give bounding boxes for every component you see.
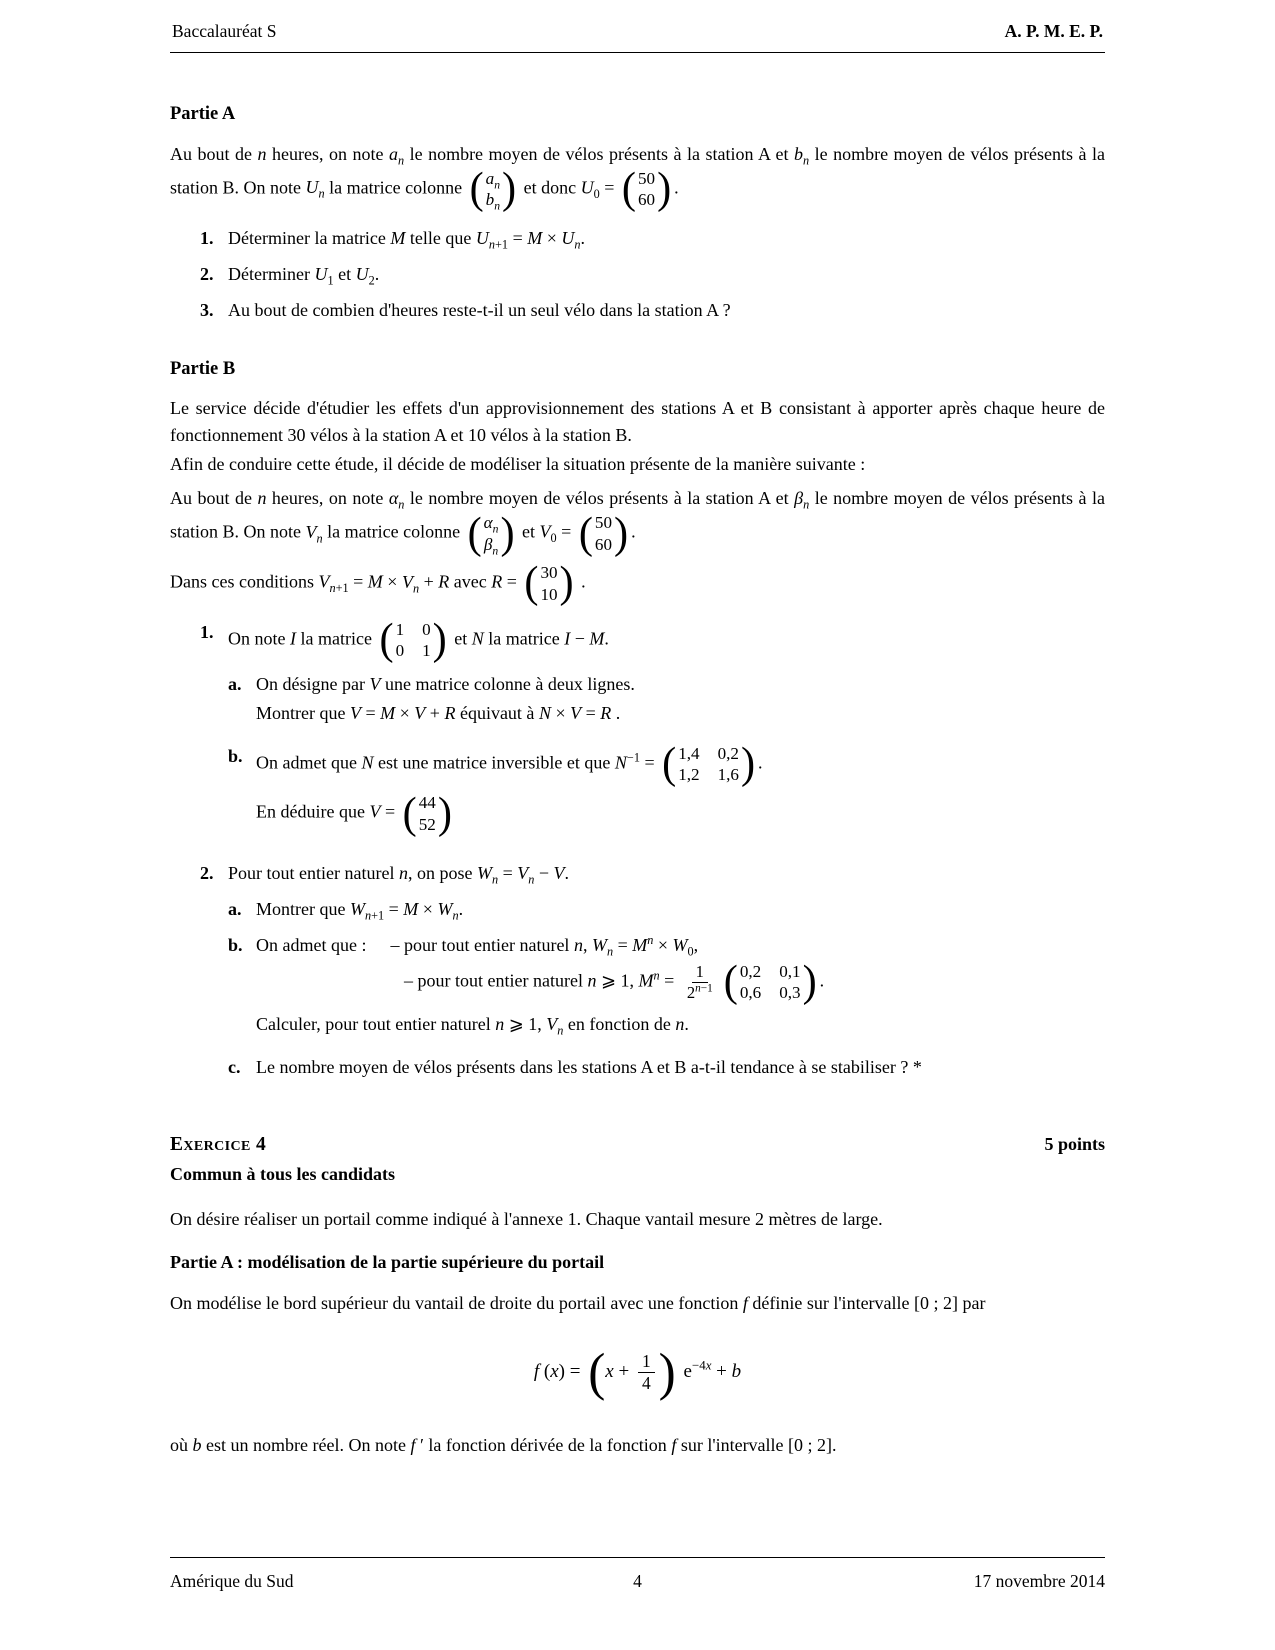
math-text: $a_n$	[485, 169, 501, 192]
math-text: $\beta_n$	[794, 488, 810, 513]
matrix-paren: )	[500, 508, 515, 558]
item-marker: a.	[228, 673, 242, 694]
math-text: 50	[637, 169, 656, 188]
matrix-column	[593, 512, 614, 555]
matrix-column	[484, 168, 502, 211]
math-text: $b_n$	[485, 190, 501, 213]
math-text: b	[192, 1435, 202, 1456]
item-marker: 1.	[200, 621, 214, 642]
matrix-paren: (	[524, 558, 539, 608]
item-marker: 3.	[200, 299, 214, 320]
math-text: n+1	[488, 237, 509, 252]
item-body	[228, 860, 1105, 1090]
math-text: V	[318, 571, 330, 592]
math-text: V	[349, 702, 361, 723]
partie-b-paragraph-3: Au bout de n heures, on note $\alpha_n$ le nombre moyen de vélos présents à la station A et $\beta_n$ le nombre moyen de vélos présents à la station B. On note $V_n$ la matrice colonne ( $\alpha_n$ $\beta_n$ ) et $V_0$ = ( 50 60 ) .	[170, 488, 1105, 558]
math-text: 0,6	[739, 983, 762, 1003]
math-text: n	[492, 522, 499, 536]
header-organization: A. P. M. E. P.	[1004, 21, 1103, 41]
math-text	[485, 189, 501, 213]
math-text: 0	[422, 619, 431, 639]
math-text: 2	[368, 273, 375, 288]
math-text: −1	[626, 750, 640, 765]
list-item	[228, 738, 1105, 842]
math-text: 0,3	[779, 983, 801, 1003]
matrix-paren: )	[802, 957, 817, 1007]
header-title: Baccalauréat S	[172, 21, 277, 41]
matrix-grid	[394, 619, 433, 662]
math-text: n	[329, 581, 336, 596]
math-text: n	[653, 968, 660, 983]
matrix-grid	[738, 961, 803, 1004]
math-text: f	[533, 1361, 540, 1383]
item-text: Montrer que V = M × V + R équivaut à N × V = R .	[256, 702, 621, 723]
math-text: n	[647, 933, 654, 948]
math-text: U	[314, 263, 328, 284]
matrix-column	[636, 168, 657, 211]
fraction-denominator: 4	[641, 1373, 651, 1394]
math-text: $V_n$	[305, 521, 323, 546]
matrix-column	[482, 512, 501, 558]
math-text: n	[452, 908, 459, 923]
math-text: M	[632, 935, 648, 956]
matrix-paren: (	[379, 615, 394, 665]
list-item	[200, 860, 1105, 1090]
item-body	[256, 738, 1105, 842]
math-text: n	[573, 935, 583, 956]
math-text: V	[369, 801, 381, 822]
math-text: 1	[327, 273, 334, 288]
paren-group: x + $\frac{1}{4}$	[605, 1351, 658, 1394]
math-text: f	[742, 1293, 748, 1314]
partie-a-list	[200, 225, 1105, 324]
partie-b-paragraph-1: Le service décide d'étudier les effets d'un approvisionnement des stations A et B consistant à apporter après chaque heure de fonctionnement 30 vélos à la station A et 10 vélos à la station B.	[170, 398, 1105, 446]
matrix-paren: (	[467, 508, 482, 558]
page-header	[170, 14, 1105, 53]
item-marker: b.	[228, 745, 243, 766]
math-text: n	[316, 531, 323, 546]
exercice-4-points: 5 points	[1044, 1133, 1105, 1154]
matrix	[723, 957, 817, 1007]
partie-a-intro: Au bout de n heures, on note $a_n$ le nombre moyen de vélos présents à la station A et $b_n$ le nombre moyen de vélos présents à la station B. On note $U_n$ la matrice colonne ( $a_n$ $b_n$ ) et donc $U_0$ = ( 50 60 ) .	[170, 144, 1105, 214]
matrix-paren: )	[502, 164, 517, 214]
math-text: n	[492, 544, 499, 558]
matrix-paren: )	[559, 558, 574, 608]
matrix-grid	[676, 743, 741, 786]
item-text: Calculer, pour tout entier naturel n ⩾ 1, $V_n$ en fonction de n.	[256, 1013, 689, 1038]
math-text: $\alpha_n$	[483, 513, 499, 536]
matrix	[578, 508, 629, 558]
function-formula: f (x) = ( x + $\frac{1}{4}$ ) $e^{-4x} + b$	[533, 1342, 742, 1403]
item-text: Montrer que $W_{n+1} = M \times W_n$.	[256, 899, 464, 923]
exercice-4-header	[170, 1130, 1105, 1159]
math-text: x	[605, 1361, 614, 1383]
math-text: M	[380, 702, 396, 723]
math-text: b	[731, 1361, 742, 1383]
math-text: V	[414, 702, 426, 723]
fraction	[638, 1351, 655, 1394]
math-text: n	[412, 581, 420, 596]
math-text: n	[803, 498, 810, 513]
math-text: n	[494, 178, 501, 192]
item-body	[256, 932, 1105, 1045]
math-text: n	[318, 187, 325, 202]
item-text: Pour tout entier naturel n, on pose $W_n = V_n - V$.	[228, 863, 570, 887]
matrix	[379, 615, 447, 665]
footer-date: 17 novembre 2014	[973, 1570, 1105, 1591]
math-text: 1,2	[678, 764, 700, 784]
item-text: On admet que : – pour tout entier naturel n, $W_n = M^n \times W_0$,	[256, 933, 699, 959]
math-text: 0	[395, 641, 405, 661]
math-text: 0	[687, 944, 694, 959]
math-text: $\alpha_n$	[388, 488, 405, 513]
math-text: n	[397, 153, 405, 168]
math-text: U	[580, 177, 594, 198]
math-text: n	[528, 872, 535, 887]
math-text	[647, 933, 653, 947]
math-text: x	[705, 1357, 712, 1373]
math-text: 52	[418, 814, 436, 834]
list-item	[200, 261, 1105, 288]
item-marker: 1.	[200, 227, 214, 248]
item-marker: b.	[228, 935, 243, 956]
matrix	[467, 508, 515, 558]
math-text: 0	[550, 531, 557, 546]
math-text: f	[410, 1435, 416, 1456]
math-text: 44	[418, 793, 436, 813]
item-marker: c.	[228, 1056, 241, 1077]
math-text: n	[587, 970, 597, 991]
partie-b-paragraph-4: Dans ces conditions $V_{n+1} = M \times V_n + R$ avec R = ( 30 10 ) .	[170, 558, 586, 608]
matrix-paren: (	[402, 788, 417, 838]
math-text: n	[364, 908, 372, 923]
item-body	[228, 615, 1105, 851]
matrix	[588, 1342, 676, 1403]
math-text: M	[589, 628, 605, 649]
matrix-column	[417, 792, 438, 835]
math-text: W	[349, 899, 365, 920]
matrix-paren: )	[740, 738, 756, 788]
math-text	[485, 168, 501, 192]
math-text: $V_n$	[517, 863, 535, 887]
math-text: n	[802, 153, 810, 168]
matrix	[402, 788, 452, 838]
fraction-numerator: 1	[692, 962, 708, 983]
math-text: U	[355, 263, 369, 284]
math-text: 1,6	[717, 764, 739, 784]
math-text: $V_n$	[401, 571, 420, 596]
math-text: $b_n$	[793, 144, 810, 168]
math-text	[654, 969, 660, 983]
list-item	[228, 1054, 1105, 1081]
list-item	[228, 932, 1105, 1045]
partie-a-title: Partie A	[170, 104, 236, 125]
matrix-paren: )	[657, 164, 672, 214]
math-text: M	[390, 227, 406, 248]
math-text: M	[527, 227, 543, 248]
math-text: 60	[637, 190, 656, 210]
math-text: f	[671, 1435, 677, 1456]
math-text: I	[290, 628, 296, 649]
math-text: n+1	[364, 908, 385, 923]
math-text: V	[369, 673, 381, 694]
matrix-column	[538, 562, 559, 605]
page-footer	[170, 1557, 1105, 1594]
math-text: $W_n$	[591, 935, 614, 959]
math-text: V	[539, 521, 551, 542]
math-text: n	[494, 199, 501, 213]
list-item	[200, 615, 1105, 851]
partie-b-list	[200, 615, 1105, 1090]
item-marker: a.	[228, 899, 242, 920]
math-text: n	[491, 872, 499, 887]
math-text: n	[557, 1023, 564, 1038]
math-text: n+1	[329, 581, 349, 596]
math-text: R	[600, 702, 612, 723]
matrix-paren: )	[658, 1342, 676, 1403]
math-text: N	[471, 628, 484, 649]
math-text: n	[675, 1013, 685, 1034]
math-text: $V_n$	[546, 1013, 564, 1038]
item-text: – pour tout entier naturel n ⩾ 1, $M^n$ = $\frac{1}{2^{n-1}}$ ( 0,2 0,1 0,6 0,3 ) .	[404, 957, 825, 1007]
matrix-paren: (	[621, 164, 636, 214]
fraction-denominator: $2^{n-1}$	[686, 982, 713, 1002]
math-text: 0,1	[779, 962, 801, 982]
list-item	[200, 225, 1105, 252]
sublist	[228, 896, 1105, 1081]
math-text: 50	[594, 513, 613, 533]
math-text: N	[614, 752, 627, 773]
math-text: R	[438, 571, 450, 592]
math-text: N	[361, 752, 374, 773]
math-text: I	[564, 628, 571, 649]
matrix-paren: (	[469, 164, 484, 214]
math-text: $U_n$	[561, 227, 581, 252]
math-text: M	[367, 571, 383, 592]
math-text	[483, 534, 499, 558]
matrix	[662, 738, 756, 788]
item-text: Le nombre moyen de vélos présents dans les stations A et B a-t-il tendance à se stabiliser ? *	[256, 1056, 922, 1077]
item-text: Déterminer $U_1$ et $U_2$.	[228, 263, 380, 288]
item-text: On désigne par V une matrice colonne à deux lignes.	[256, 673, 635, 694]
matrix	[524, 558, 574, 608]
math-text: x	[550, 1361, 559, 1383]
item-text: Au bout de combien d'heures reste-t-il un seul vélo dans la station A ?	[228, 299, 731, 320]
math-text: n	[257, 144, 267, 164]
math-text: n	[695, 982, 701, 995]
math-text: R	[491, 571, 503, 592]
page-number: 4	[633, 1570, 642, 1591]
math-text: V	[553, 863, 565, 884]
partie-b-title: Partie B	[170, 358, 236, 379]
math-text: n	[574, 237, 581, 252]
math-text: U	[475, 227, 489, 248]
exercice-4-paragraph-1: On désire réaliser un portail comme indiqué à l'annexe 1. Chaque vantail mesure 2 mètres de large.	[170, 1209, 883, 1230]
math-text: −4x	[691, 1357, 712, 1373]
math-text: W	[672, 935, 688, 956]
exercice-4-label: Exercice 4	[170, 1133, 267, 1155]
math-text: R	[444, 702, 456, 723]
math-text: $U_n$	[305, 177, 325, 202]
matrix-paren: )	[432, 615, 447, 665]
math-text: n	[606, 944, 614, 959]
math-text: 0	[593, 187, 600, 202]
item-text: En déduire que V = ( 44 52 )	[256, 788, 452, 838]
math-text: 0,2	[739, 962, 762, 982]
math-text: V	[570, 702, 582, 723]
math-text: 1,4	[678, 743, 700, 763]
fraction	[683, 962, 717, 1003]
matrix-paren: (	[723, 957, 738, 1007]
math-text: 0,2	[717, 743, 739, 763]
exercice-4-partie-a-title: Partie A : modélisation de la partie supérieure du portail	[170, 1252, 605, 1273]
exercice-4-paragraph-2: On modélise le bord supérieur du vantail de droite du portail avec une fonction f définie sur l'intervalle [0 ; 2] par	[170, 1293, 986, 1314]
item-text: On note I la matrice ( 1 0 0 1 ) et N la matrice I − M.	[228, 615, 609, 665]
math-text: $\beta_n$	[483, 534, 499, 558]
fraction-numerator: 1	[638, 1351, 655, 1373]
math-text: N	[538, 702, 551, 723]
math-text: 1	[422, 641, 431, 661]
matrix-paren: (	[588, 1342, 606, 1403]
item-text: Déterminer la matrice M telle que $U_{n+1} = M \times U_n$.	[228, 227, 585, 252]
matrix-paren: )	[437, 788, 452, 838]
math-text: $a_n$	[388, 144, 405, 168]
item-text: On admet que N est une matrice inversible et que $N^{-1}$ = ( 1,4 0,2 1,2 1,6 ) .	[256, 738, 763, 788]
sublist	[228, 671, 1105, 842]
matrix-paren: (	[662, 738, 677, 788]
document-body	[170, 53, 1105, 1459]
item-marker: 2.	[200, 863, 214, 884]
math-text: $W_n$	[476, 863, 499, 887]
matrix	[469, 164, 517, 214]
math-text: 1	[395, 619, 405, 639]
math-text: M	[638, 970, 654, 991]
exercice-4-paragraph-3: où b est un nombre réel. On note f ′ la fonction dérivée de la fonction f sur l'intervalle [0 ; 2].	[170, 1435, 837, 1456]
math-text: n	[495, 1013, 505, 1034]
math-text	[483, 512, 499, 536]
math-text: n−1	[695, 982, 713, 995]
math-text: 10	[540, 584, 558, 604]
math-text: n	[398, 498, 405, 513]
item-body	[256, 671, 1105, 734]
list-item	[228, 896, 1105, 923]
exercice-4-subtitle: Commun à tous les candidats	[170, 1164, 396, 1185]
list-item	[200, 297, 1105, 324]
math-text: M	[403, 899, 419, 920]
list-item	[228, 671, 1105, 734]
partie-b-paragraph-2: Afin de conduire cette étude, il décide de modéliser la situation présente de la manière suivante :	[170, 454, 866, 475]
matrix	[621, 164, 672, 214]
math-text: n	[488, 237, 496, 252]
matrix-paren: )	[614, 508, 629, 558]
matrix-paren: (	[578, 508, 593, 558]
math-text: n	[398, 863, 408, 884]
math-text: n	[257, 488, 267, 509]
math-text: 30	[540, 563, 558, 583]
math-text: 60	[594, 534, 613, 554]
item-marker: 2.	[200, 263, 214, 284]
footer-location: Amérique du Sud	[170, 1570, 294, 1591]
math-text: $W_n$	[437, 899, 459, 923]
